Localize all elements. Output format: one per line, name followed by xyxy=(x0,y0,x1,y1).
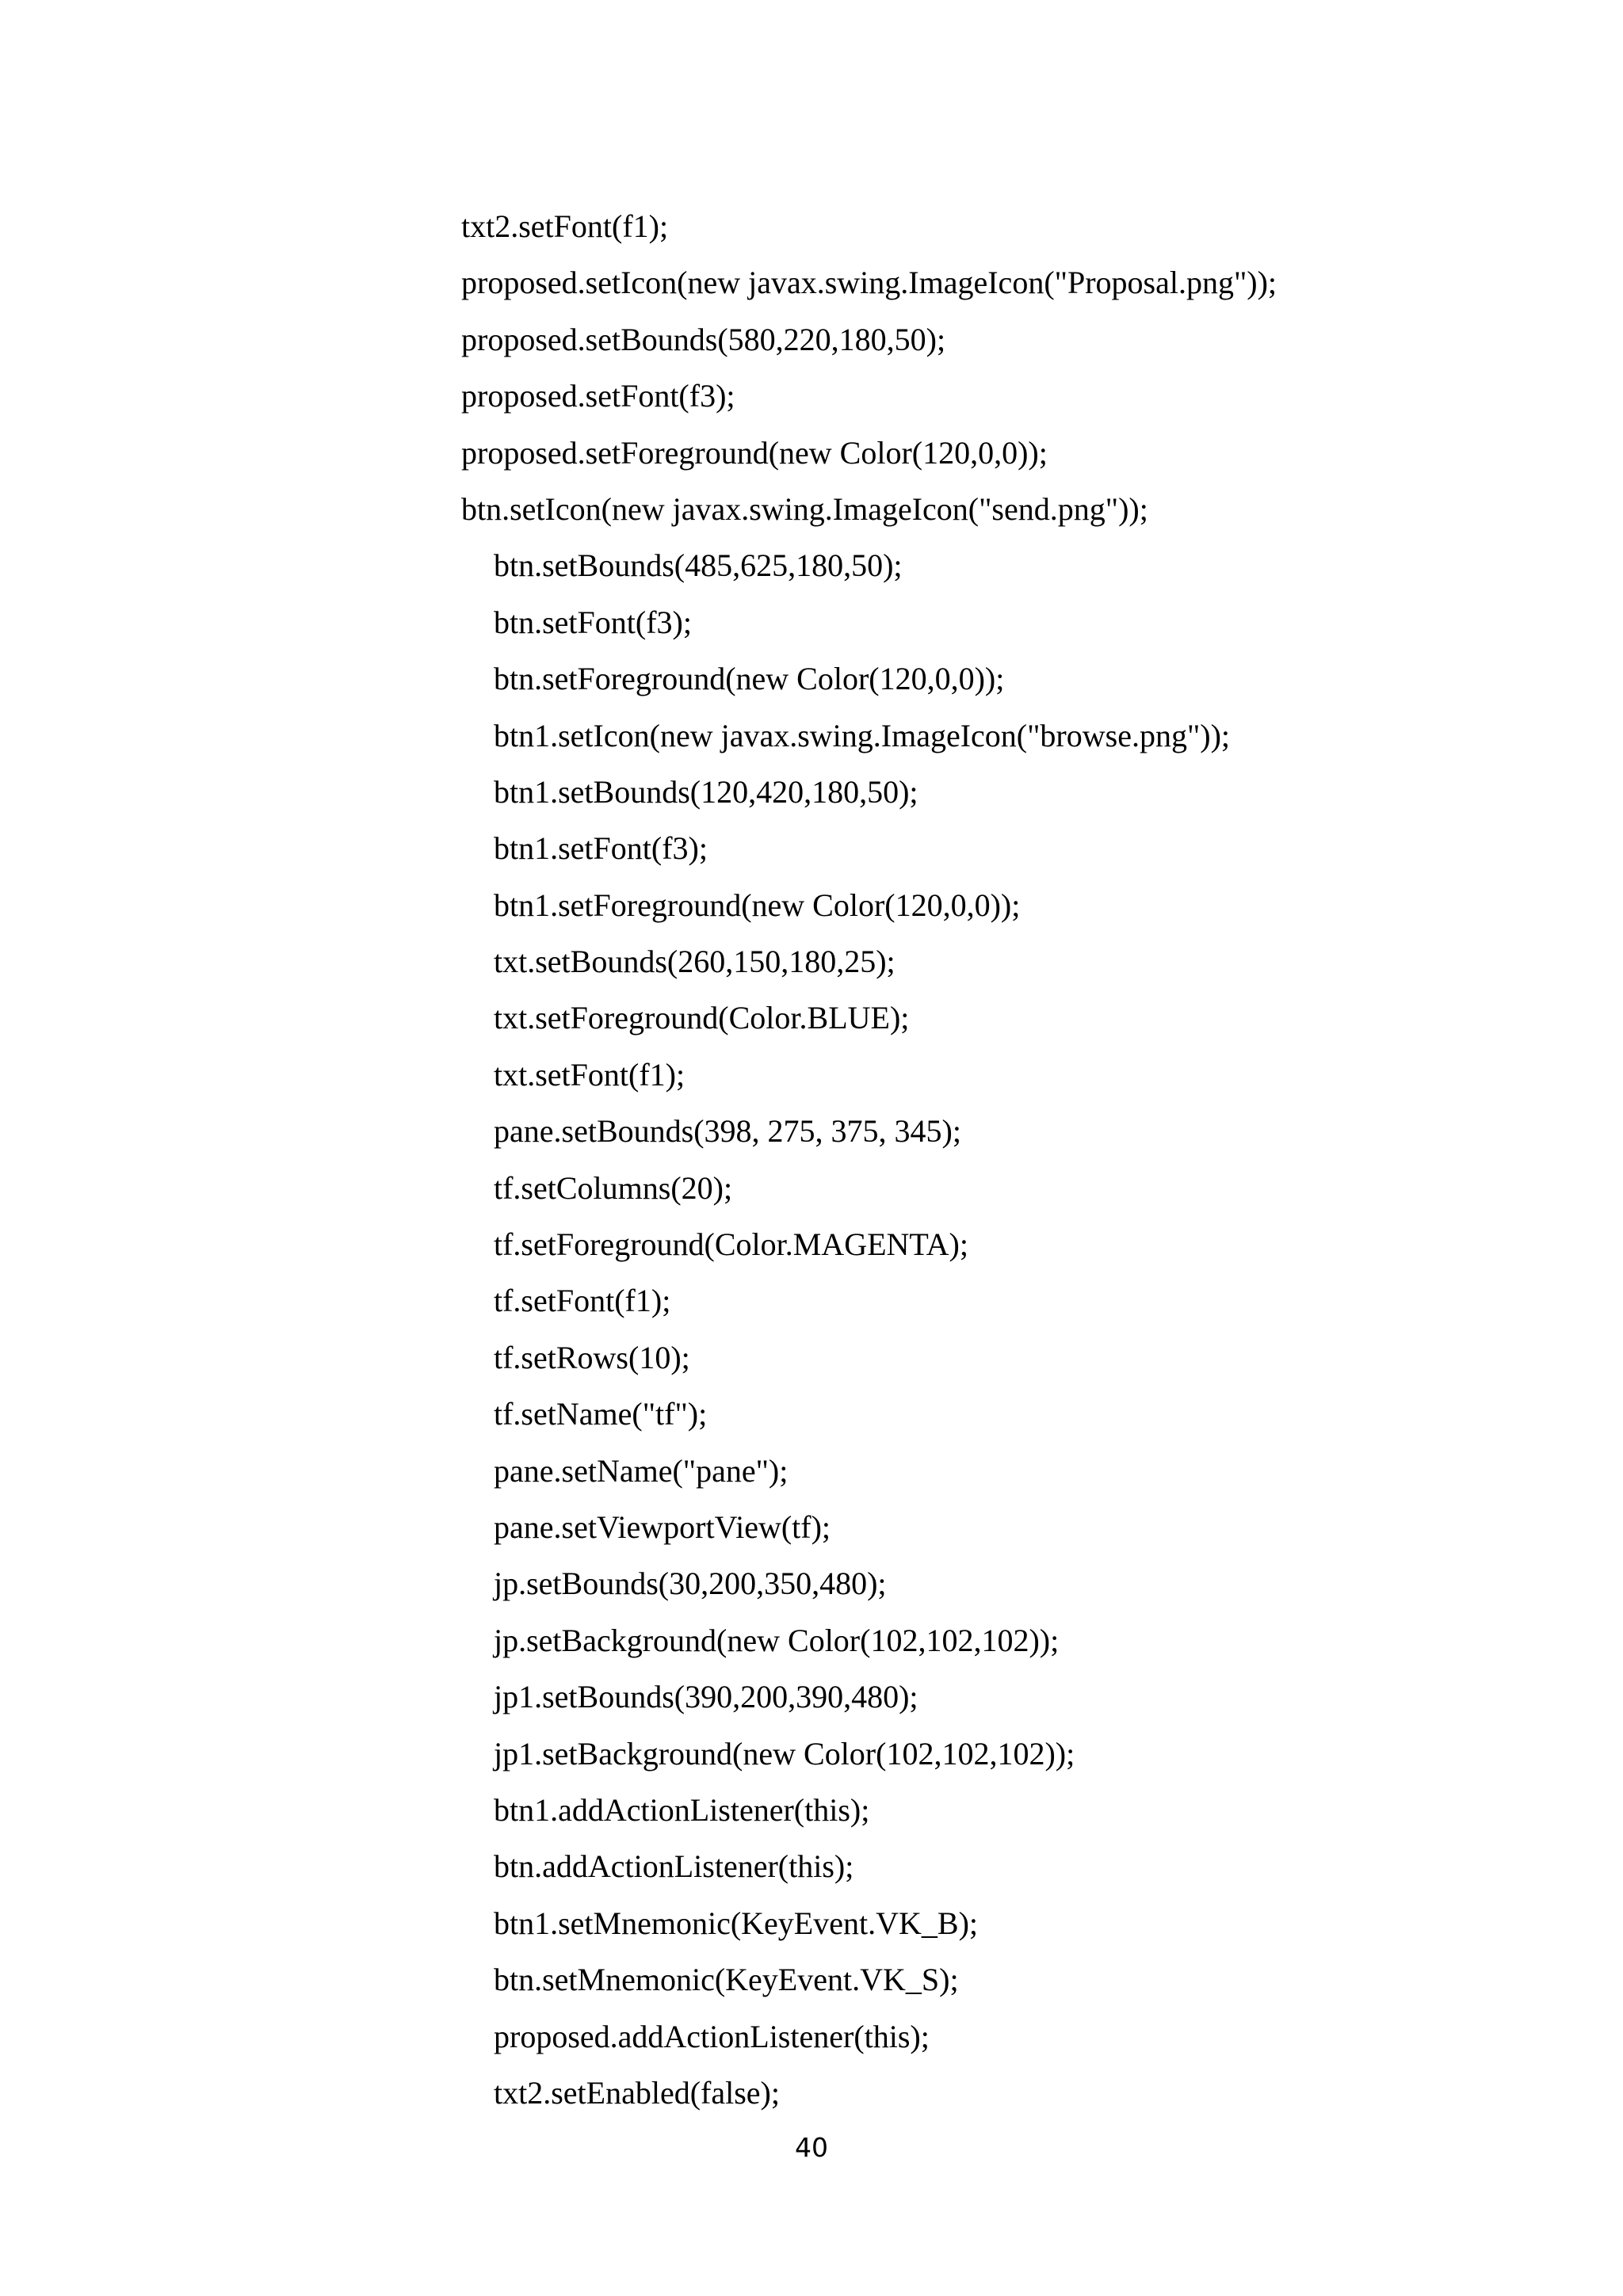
code-line: jp1.setBounds(390,200,390,480); xyxy=(494,1679,918,1715)
code-line: jp.setBackground(new Color(102,102,102)); xyxy=(494,1622,1060,1658)
code-line: proposed.setIcon(new javax.swing.ImageIcon("Proposal.png")); xyxy=(461,265,1277,301)
code-line: txt.setForeground(Color.BLUE); xyxy=(494,1000,910,1036)
code-line: tf.setName("tf"); xyxy=(494,1396,708,1432)
code-line: txt2.setEnabled(false); xyxy=(494,2074,780,2111)
code-line: btn1.setMnemonic(KeyEvent.VK_B); xyxy=(494,1905,978,1941)
code-listing xyxy=(461,198,1571,2121)
code-line: proposed.setFont(f3); xyxy=(461,378,735,414)
code-line: btn.setBounds(485,625,180,50); xyxy=(494,547,903,584)
code-line: btn1.setBounds(120,420,180,50); xyxy=(494,773,918,810)
code-line: btn.addActionListener(this); xyxy=(494,1848,854,1885)
code-line: btn.setForeground(new Color(120,0,0)); xyxy=(494,661,1005,697)
code-line: txt.setFont(f1); xyxy=(494,1056,685,1093)
code-line: jp1.setBackground(new Color(102,102,102)); xyxy=(494,1735,1075,1772)
code-line: txt.setBounds(260,150,180,25); xyxy=(494,944,896,980)
code-line: tf.setFont(f1); xyxy=(494,1283,671,1319)
code-line: tf.setRows(10); xyxy=(494,1339,690,1375)
code-line: btn.setFont(f3); xyxy=(494,604,692,640)
code-line: proposed.addActionListener(this); xyxy=(494,2018,930,2054)
code-line: proposed.setForeground(new Color(120,0,0)); xyxy=(461,434,1048,471)
code-line: btn1.setIcon(new javax.swing.ImageIcon("browse.png")); xyxy=(494,717,1231,753)
code-line: pane.setName("pane"); xyxy=(494,1452,789,1489)
code-line: txt2.setFont(f1); xyxy=(461,208,669,244)
code-line: proposed.setBounds(580,220,180,50); xyxy=(461,321,946,357)
code-line: btn.setMnemonic(KeyEvent.VK_S); xyxy=(494,1962,959,1998)
code-line: btn1.setForeground(new Color(120,0,0)); xyxy=(494,887,1021,923)
code-line: jp.setBounds(30,200,350,480); xyxy=(494,1566,887,1602)
page-number: 40 xyxy=(795,2132,828,2163)
code-line: pane.setViewportView(tf); xyxy=(494,1508,831,1545)
code-line: btn1.setFont(f3); xyxy=(494,830,708,867)
code-line: pane.setBounds(398, 275, 375, 345); xyxy=(494,1113,961,1150)
code-line: tf.setForeground(Color.MAGENTA); xyxy=(494,1226,968,1263)
code-line: btn1.addActionListener(this); xyxy=(494,1791,870,1828)
code-line: btn.setIcon(new javax.swing.ImageIcon("send.png")); xyxy=(461,490,1148,527)
code-line: tf.setColumns(20); xyxy=(494,1169,733,1206)
